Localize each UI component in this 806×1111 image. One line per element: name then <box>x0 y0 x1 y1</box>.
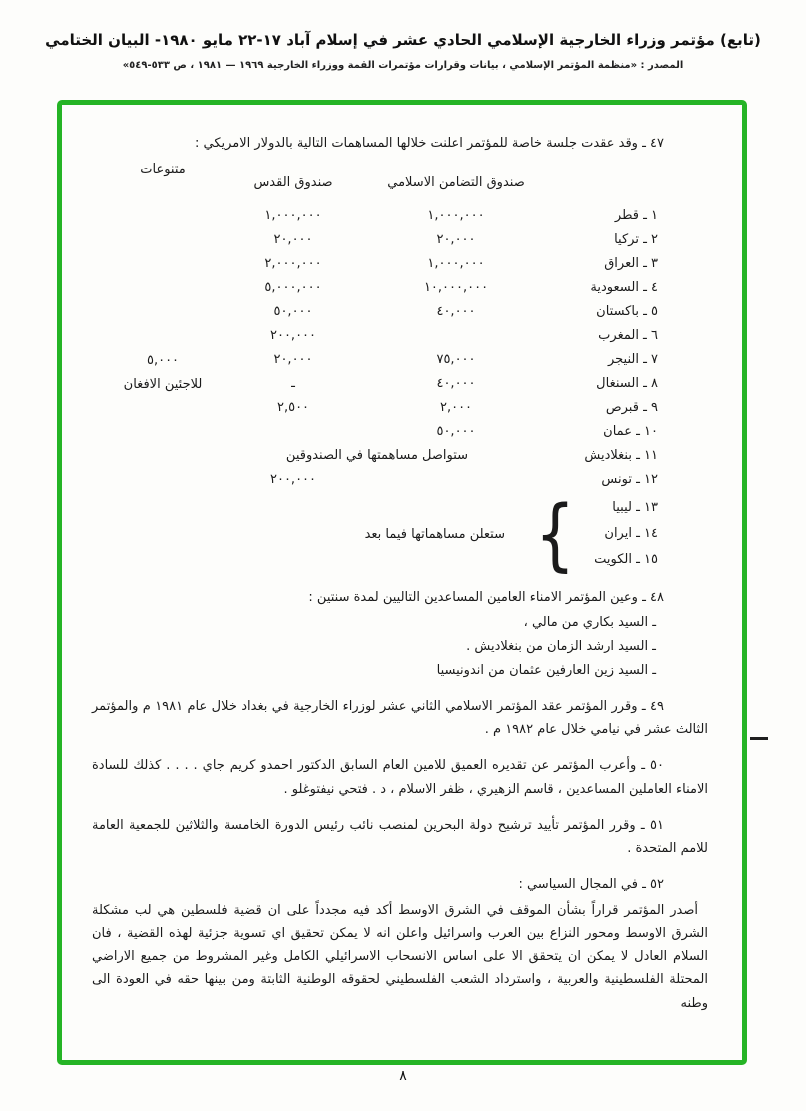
quds-fund-cell: ٥٠,٠٠٠ <box>273 304 313 320</box>
contributions-table <box>98 162 658 581</box>
quds-fund-cell: ٢٠,٠٠٠ <box>273 232 313 248</box>
solidarity-fund-cell: ١,٠٠٠,٠٠٠ <box>427 256 485 272</box>
paragraph-47: ٤٧ ـ وقد عقدت جلسة خاصة للمؤتمر اعلنت خلالها المساهمات التالية بالدولار الامريكي : <box>194 136 664 151</box>
country-cell: ٩ ـ قبرص <box>605 400 658 416</box>
table-row <box>98 348 658 372</box>
country-cell: ٦ ـ المغرب <box>598 328 658 344</box>
page-number: ٨ <box>399 1068 407 1084</box>
country-cell: ٥ ـ باكستان <box>596 304 658 320</box>
list-item-bangladesh: ـ السيد ارشد الزمان من بنغلاديش . <box>466 638 656 654</box>
misc-cell <box>98 396 214 420</box>
margin-dash-mark <box>750 737 768 740</box>
country-cell: ٤ ـ السعودية <box>590 280 658 296</box>
column-header-quds-fund: صندوق القدس <box>253 175 333 191</box>
table-row <box>98 420 658 444</box>
group-countries <box>573 495 658 573</box>
paragraph-52-body: أصدر المؤتمر قراراً بشأن الموقف في الشرق الاوسط أكد فيه مجدداً على ان قضية فلسطين هي لب مشكلة الشرق الاوسط ومحور النزاع بين العرب واسرائيل واعلن انه لا يمكن تحقيق اي تسوية جزئية لهذه القضية ، فان السلام العادل لا يمكن ان يتحقق الا على اساس الانسحاب الاسرائيلي الكامل وغير المشروط من جميع الاراضي المحتلة الفلسطينية والعربية ، واسترداد الشعب الفلسطيني لحقوقه الوطنية الثابتة ومن بينها حقه في العودة الى وطنه <box>92 903 708 1011</box>
solidarity-fund-cell: ٢٠,٠٠٠ <box>436 232 476 248</box>
table-rows <box>98 204 658 492</box>
quds-fund-cell: ٢,٥٠٠ <box>276 400 310 416</box>
quds-fund-cell: ٥,٠٠٠,٠٠٠ <box>264 280 322 296</box>
solidarity-fund-cell: ٧٥,٠٠٠ <box>436 352 476 368</box>
column-header-country-empty <box>540 171 658 195</box>
list-item-mali: ـ السيد بكاري من مالي ، <box>523 615 656 631</box>
solidarity-fund-cell <box>372 324 540 348</box>
misc-cell <box>98 204 214 228</box>
source-citation: المصدر : «منظمة المؤتمر الإسلامي ، بيانات وقرارات مؤتمرات القمة ووزراء الخارجية ١٩٦٩ — ١٩٨١ ، ص ٥٣٣-٥٤٩» <box>122 60 684 71</box>
misc-cell <box>98 324 214 348</box>
solidarity-fund-cell: ٥٠,٠٠٠ <box>436 424 476 440</box>
country-cell: ٣ ـ العراق <box>604 256 658 272</box>
paragraph-50: ٥٠ ـ وأعرب المؤتمر عن تقديره العميق للامين العام السابق الدكتور احمدو كريم جاي . . . . كذلك للسادة الامناء العاملين المساعدين ، قاسم الزهيري ، ظفر الاسلام ، د . فتحي نيفتوغلو . <box>92 758 708 797</box>
table-row <box>98 276 658 300</box>
table-row <box>98 372 658 396</box>
highlight-box <box>57 100 747 1065</box>
paragraph-49: ٤٩ ـ وقرر المؤتمر عقد المؤتمر الاسلامي الثاني عشر لوزراء الخارجية في بغداد خلال عام ١٩٨١ م والمؤتمر الثالث عشر في نيامي خلال عام ١٩٨٢ م . <box>92 699 708 738</box>
solidarity-fund-cell: ٤٠,٠٠٠ <box>436 376 476 392</box>
country-cell: ١٢ ـ تونس <box>601 472 658 488</box>
group-country: ١٤ ـ ايران <box>604 526 658 542</box>
paragraph-51: ٥١ ـ وقرر المؤتمر تأييد ترشيح دولة البحرين لمنصب نائب رئيس الدورة الخامسة والثلاثين للجمعية العامة للامم المتحدة . <box>92 817 708 856</box>
misc-cell: للاجئين الافغان <box>123 377 203 393</box>
misc-cell <box>98 468 214 492</box>
solidarity-fund-cell: ١٠,٠٠٠,٠٠٠ <box>423 280 489 296</box>
quds-fund-cell: ـ <box>291 376 295 392</box>
table-row <box>98 324 658 348</box>
misc-cell <box>98 276 214 300</box>
country-cell: ٨ ـ السنغال <box>596 376 658 392</box>
quds-fund-cell: ٢,٠٠٠,٠٠٠ <box>264 256 322 272</box>
quds-fund-cell <box>214 420 372 444</box>
solidarity-fund-cell <box>372 468 540 492</box>
paragraph-48-heading: ٤٨ ـ وعين المؤتمر الامناء العامين المساعدين التاليين لمدة سنتين : <box>308 590 664 606</box>
list-item-indonesia: ـ السيد زين العارفين عثمان من اندونيسيا <box>436 662 656 678</box>
document-header <box>0 0 806 71</box>
country-cell: ١٠ ـ عمان <box>603 424 658 440</box>
quds-fund-cell: ٢٠,٠٠٠ <box>273 352 313 368</box>
table-row <box>98 444 658 468</box>
misc-cell: ٥,٠٠٠ <box>146 353 180 369</box>
document-title: (تابع) مؤتمر وزراء الخارجية الإسلامي الحادي عشر في إسلام آباد ١٧-٢٢ مايو ١٩٨٠- البيان الختامي <box>45 31 761 49</box>
column-header-solidarity-fund: صندوق التضامن الاسلامي <box>387 175 525 191</box>
table-group-rows-13-15 <box>98 488 658 581</box>
table-row <box>98 300 658 324</box>
country-cell: ٢ ـ تركيا <box>614 232 658 248</box>
country-cell: ١ ـ قطر <box>614 208 658 224</box>
table-row <box>98 396 658 420</box>
group-note: ستعلن مساهماتها فيما بعد <box>364 526 505 542</box>
table-header-row <box>98 162 658 195</box>
country-cell: ٧ ـ النيجر <box>607 352 658 368</box>
table-row <box>98 228 658 252</box>
misc-cell <box>98 228 214 252</box>
curly-brace-icon: { <box>535 488 576 581</box>
table-row <box>98 204 658 228</box>
misc-cell <box>98 300 214 324</box>
group-country: ١٣ ـ ليبيا <box>612 500 658 516</box>
row-note-cell: ستواصل مساهمتها في الصندوقين <box>285 448 469 464</box>
misc-cell <box>98 420 214 444</box>
paragraph-48-list <box>92 611 656 682</box>
table-row <box>98 252 658 276</box>
group-country: ١٥ ـ الكويت <box>594 552 658 568</box>
misc-cell <box>98 252 214 276</box>
column-header-misc: متنوعات <box>140 162 186 178</box>
paragraph-52-heading: ٥٢ ـ في المجال السياسي : <box>518 876 664 892</box>
quds-fund-cell: ١,٠٠٠,٠٠٠ <box>264 208 322 224</box>
quds-fund-cell: ٢٠٠,٠٠٠ <box>269 472 317 488</box>
country-cell: ١١ ـ بنغلاديش <box>584 448 658 464</box>
solidarity-fund-cell: ٤٠,٠٠٠ <box>436 304 476 320</box>
solidarity-fund-cell: ١,٠٠٠,٠٠٠ <box>427 208 485 224</box>
quds-fund-cell: ٢٠٠,٠٠٠ <box>269 328 317 344</box>
solidarity-fund-cell: ٢,٠٠٠ <box>439 400 473 416</box>
